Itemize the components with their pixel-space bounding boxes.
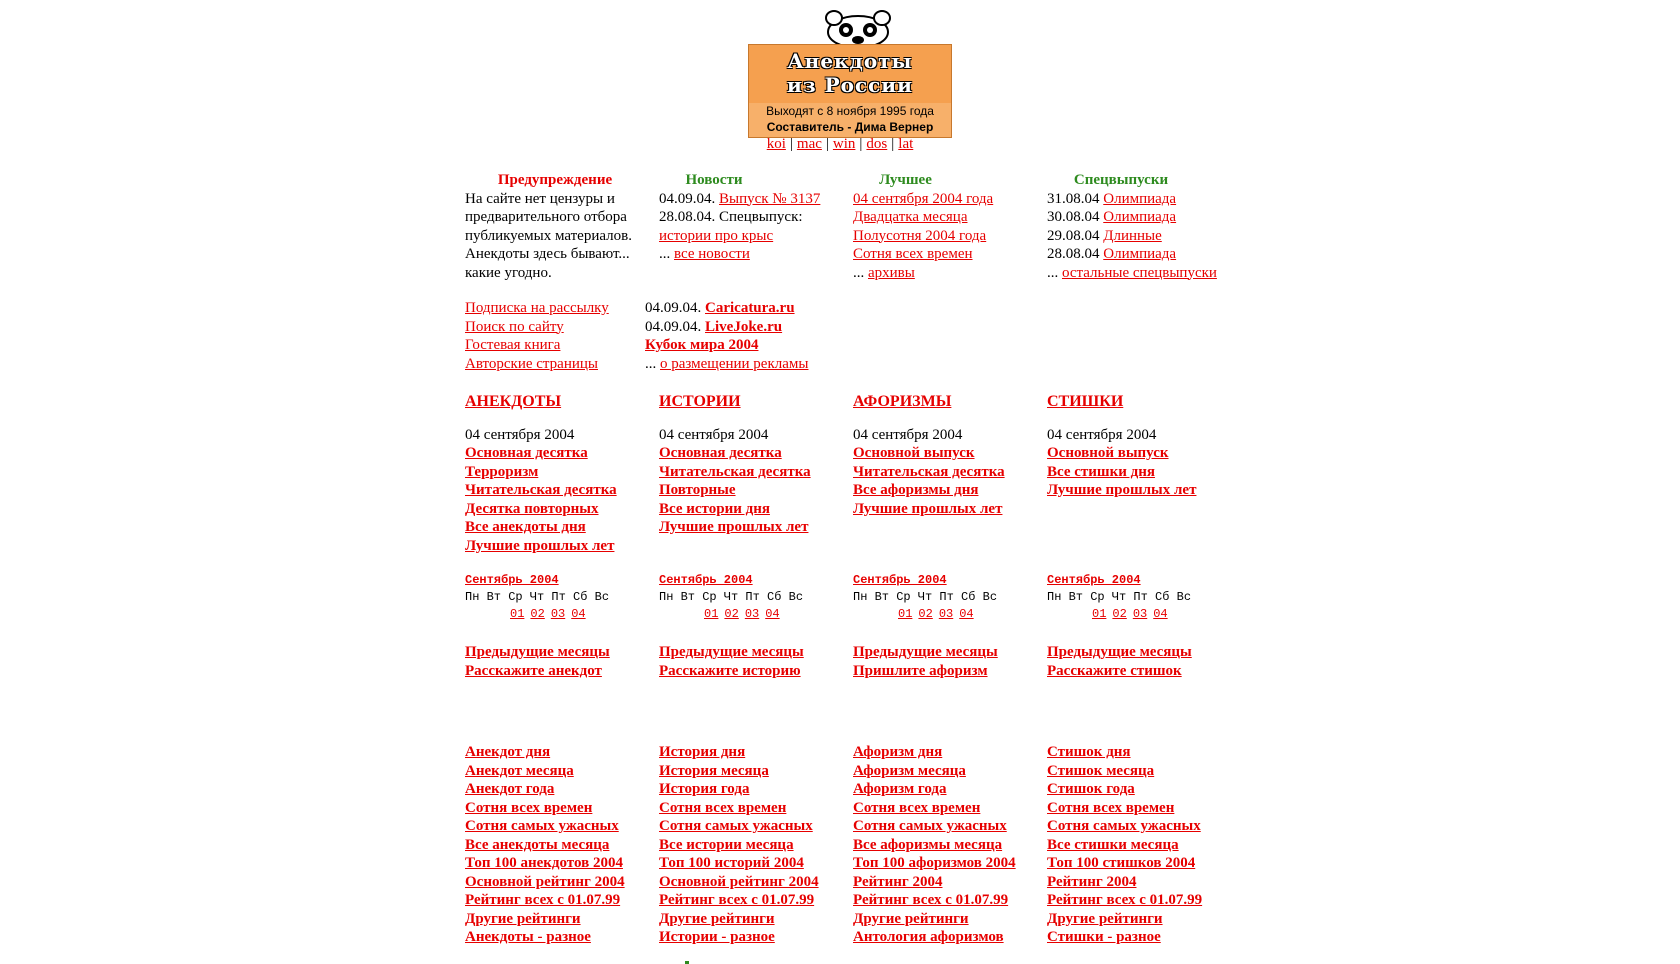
calendar-weekdays: Пн Вт Ср Чт Пт Сб Вс (659, 590, 804, 604)
rating-link[interactable]: Все истории месяца (659, 836, 794, 853)
rating-row (659, 762, 849, 781)
special-link[interactable]: Длинные (1103, 227, 1162, 244)
calendar-days (1047, 606, 1237, 623)
special-item (1047, 190, 1247, 209)
encoding-dos-link[interactable]: dos (866, 136, 888, 152)
ratings-list (853, 743, 1043, 947)
rating-row (853, 780, 1043, 799)
special-item (1047, 245, 1247, 264)
warning-line: предварительного отбора (465, 209, 627, 225)
news-date: 04.09.04. (659, 190, 716, 207)
section-link-row (1047, 444, 1237, 463)
rating-row (1047, 873, 1237, 892)
section-date: 04 сентября 2004 (465, 426, 575, 443)
rating-link[interactable]: Сотня самых ужасных (853, 818, 1007, 834)
section-title-link[interactable]: АНЕКДОТЫ (465, 393, 562, 410)
calendar-days (659, 606, 849, 623)
author-pages-link[interactable]: Авторские страницы (465, 355, 598, 372)
section-title (853, 393, 1043, 412)
rating-row (1047, 910, 1237, 929)
section-title-link[interactable]: ИСТОРИИ (659, 393, 741, 410)
section-link[interactable]: Лучшие прошлых лет (659, 519, 809, 535)
best-link[interactable]: 04 сентября 2004 года (853, 190, 994, 207)
rating-row (853, 799, 1043, 818)
calendar-month-link[interactable]: Сентябрь 2004 (465, 573, 559, 587)
rating-row (465, 928, 655, 947)
special-date: 29.08.04 (1047, 227, 1100, 244)
special-column (1047, 171, 1247, 282)
rating-link[interactable]: Стишок месяца (1047, 762, 1155, 779)
section-title-link[interactable]: АФОРИЗМЫ (853, 393, 952, 410)
site-logo[interactable] (748, 6, 952, 136)
warning-line: какие угодно. (465, 264, 552, 281)
section-date: 04 сентября 2004 (1047, 426, 1157, 443)
ellipsis: ... (853, 264, 865, 281)
action-row (1047, 662, 1237, 681)
rating-link[interactable]: Все стишки месяца (1047, 836, 1179, 853)
section-title-link[interactable]: СТИШКИ (1047, 393, 1124, 410)
section-link[interactable]: Терроризм (465, 463, 539, 480)
section-link-row (659, 518, 849, 537)
news-item: 28.08.04. Спецвыпуск: (659, 209, 803, 225)
rating-row (465, 780, 655, 799)
section-action-link[interactable]: Предыдущие месяцы (1047, 644, 1192, 660)
special-heading: Спецвыпуски (1073, 172, 1169, 188)
warning-line: публикуемых материалов. (465, 227, 632, 244)
calendar-day-link[interactable]: 01 (898, 607, 913, 621)
world-cup-link[interactable]: Кубок мира 2004 (645, 337, 759, 353)
rating-row (1047, 836, 1237, 855)
section-action-link[interactable]: Предыдущие месяцы (853, 644, 998, 660)
section-link[interactable]: Все истории дня (659, 500, 770, 517)
special-date: 30.08.04 (1047, 209, 1100, 225)
month-calendar (659, 572, 849, 623)
calendar-month-row (853, 572, 1043, 589)
ellipsis: ... (645, 355, 657, 372)
rating-link[interactable]: Рейтинг всех с 01.07.99 (659, 892, 815, 908)
rating-row (853, 762, 1043, 781)
calendar-day-link[interactable]: 03 (744, 607, 760, 621)
rating-link[interactable]: Сотня самых ужасных (1047, 818, 1201, 834)
calendar-day-link[interactable]: 04 (959, 607, 974, 621)
rating-row (659, 928, 849, 947)
advertising-info-link[interactable]: о размещении рекламы (660, 355, 809, 372)
rating-row (853, 854, 1043, 873)
section-link-row (465, 444, 655, 463)
section-link[interactable]: Все афоризмы дня (853, 482, 979, 498)
rating-link[interactable]: Стишок года (1047, 781, 1135, 797)
section-link-row (853, 500, 1043, 519)
calendar-day-link[interactable]: 01 (510, 607, 525, 621)
rating-link[interactable]: Афоризм дня (853, 744, 943, 760)
action-row (465, 662, 655, 681)
rating-row (853, 743, 1043, 762)
separator: | (859, 136, 863, 152)
section-column (465, 393, 655, 555)
rating-row (465, 910, 655, 929)
rating-link[interactable]: Истории - разное (659, 929, 775, 945)
rating-row (465, 743, 655, 762)
best-more (853, 264, 1033, 283)
special-item (1047, 208, 1247, 227)
month-calendar (465, 572, 655, 623)
section-link[interactable]: Читательская десятка (659, 463, 811, 480)
section-actions (465, 643, 655, 680)
rating-link[interactable]: Основной рейтинг 2004 (659, 873, 819, 890)
rating-row (1047, 743, 1237, 762)
ellipsis: ... (1047, 264, 1059, 281)
section-link[interactable]: Лучшие прошлых лет (1047, 482, 1197, 498)
section-link-row (465, 481, 655, 500)
rating-link[interactable]: Рейтинг всех с 01.07.99 (465, 892, 621, 908)
ad-more (645, 355, 845, 374)
calendar-day-link[interactable]: 04 (1153, 607, 1168, 621)
calendar-day-link[interactable]: 01 (704, 607, 719, 621)
special-link[interactable]: Олимпиада (1103, 246, 1177, 262)
section-link-row (465, 463, 655, 482)
news-item (659, 190, 839, 209)
livejoke-link[interactable]: LiveJoke.ru (705, 318, 783, 335)
section-date: 04 сентября 2004 (853, 426, 963, 443)
section-action-link[interactable]: Пришлите афоризм (853, 662, 988, 679)
best-column (853, 171, 1033, 282)
separator: | (891, 136, 895, 152)
encoding-lat-link[interactable]: lat (898, 136, 914, 152)
section-link-row (853, 481, 1043, 500)
rating-row (853, 928, 1043, 947)
archives-link[interactable]: архивы (868, 264, 915, 281)
best-link[interactable]: Двадцатка месяца (853, 209, 968, 225)
section-link-row (1047, 463, 1237, 482)
ratings-list (1047, 743, 1237, 947)
rating-row (465, 762, 655, 781)
rating-row (853, 891, 1043, 910)
calendar-day-link[interactable]: 01 (1092, 607, 1107, 621)
encoding-koi-link[interactable]: koi (766, 136, 786, 152)
rating-link[interactable]: Другие рейтинги (853, 910, 969, 927)
caricatura-link[interactable]: Caricatura.ru (705, 300, 795, 316)
rating-link[interactable]: Топ 100 историй 2004 (659, 855, 804, 871)
action-row (659, 662, 849, 681)
section-action-link[interactable]: Расскажите анекдот (465, 662, 602, 679)
rating-row (1047, 780, 1237, 799)
calendar-month-row (465, 572, 655, 589)
section-action-link[interactable]: Предыдущие месяцы (659, 644, 804, 660)
logo-title-line1: Анекдоты (787, 49, 913, 73)
all-news-link[interactable]: все новости (674, 246, 750, 262)
calendar-days (465, 606, 655, 623)
rating-row (659, 891, 849, 910)
section-link[interactable]: Основная десятка (465, 445, 588, 461)
ellipsis: ... (659, 246, 671, 262)
section-action-link[interactable]: Предыдущие месяцы (465, 644, 610, 660)
rating-link[interactable]: Стишок дня (1047, 744, 1131, 760)
best-heading: Лучшее (879, 172, 932, 188)
section-link-row (659, 463, 849, 482)
calendar-day-link[interactable]: 03 (938, 607, 954, 621)
rating-row (659, 910, 849, 929)
section-link-row (465, 537, 655, 556)
rating-link[interactable]: История года (659, 781, 750, 797)
calendar-month-link[interactable]: Сентябрь 2004 (1047, 573, 1141, 587)
calendar-day-link[interactable]: 03 (1132, 607, 1148, 621)
warning-column (465, 171, 645, 282)
logo-title-line2: из России (787, 73, 913, 97)
section-actions (853, 643, 1043, 680)
rating-link[interactable]: Сотня самых ужасных (465, 818, 619, 834)
section-link-row (465, 518, 655, 537)
subscribe-link[interactable]: Подписка на рассылку (465, 300, 609, 316)
best-link[interactable]: Сотня всех времен (853, 246, 973, 262)
special-link[interactable]: Олимпиада (1103, 209, 1177, 225)
rating-row (465, 854, 655, 873)
news-column (659, 171, 839, 264)
rating-row (1047, 762, 1237, 781)
section-link-row (853, 444, 1043, 463)
rating-link[interactable]: Рейтинг всех с 01.07.99 (853, 892, 1009, 908)
section-action-link[interactable]: Расскажите стишок (1047, 662, 1182, 679)
other-specials-link[interactable]: остальные спецвыпуски (1062, 264, 1217, 281)
rating-link[interactable]: Топ 100 анекдотов 2004 (465, 855, 623, 871)
bear-mascot-icon (816, 6, 900, 48)
calendar-month-row (659, 572, 849, 589)
site-search-link[interactable]: Поиск по сайту (465, 318, 564, 335)
calendar-month-link[interactable]: Сентябрь 2004 (853, 573, 947, 587)
rating-link[interactable]: Другие рейтинги (465, 910, 581, 927)
section-link[interactable]: Читательская десятка (853, 463, 1005, 480)
rating-row (1047, 817, 1237, 836)
ad-date: 04.09.04. (645, 300, 702, 316)
rating-row (659, 780, 849, 799)
rating-link[interactable]: История месяца (659, 762, 769, 779)
rating-link[interactable]: Топ 100 афоризмов 2004 (853, 855, 1016, 871)
news-issue-link[interactable]: Выпуск № 3137 (719, 190, 821, 207)
calendar-day-link[interactable]: 02 (724, 607, 739, 621)
section-link[interactable]: Лучшие прошлых лет (465, 537, 615, 554)
encoding-mac-link[interactable]: mac (796, 136, 822, 152)
section-link[interactable]: Все стишки дня (1047, 463, 1155, 480)
news-heading: Новости (685, 172, 743, 188)
rating-link[interactable]: Антология афоризмов (853, 929, 1004, 945)
rating-row (659, 836, 849, 855)
news-rats-link[interactable]: истории про крыс (659, 227, 774, 244)
calendar-month-link[interactable]: Сентябрь 2004 (659, 573, 753, 587)
rating-row (853, 817, 1043, 836)
rating-link[interactable]: История дня (659, 744, 746, 760)
section-date: 04 сентября 2004 (659, 426, 769, 443)
warning-line: На сайте нет цензуры и (465, 190, 615, 207)
rating-link[interactable]: Анекдот месяца (465, 762, 574, 779)
rating-row (659, 799, 849, 818)
special-date: 28.08.04 (1047, 246, 1100, 262)
special-link[interactable]: Олимпиада (1103, 190, 1177, 207)
rating-row (465, 836, 655, 855)
action-row (853, 662, 1043, 681)
rating-link[interactable]: Афоризм месяца (853, 762, 966, 779)
rating-row (853, 910, 1043, 929)
section-link-row (659, 481, 849, 500)
section-link-row (853, 463, 1043, 482)
rating-link[interactable]: Сотня всех времен (659, 799, 787, 816)
rating-link[interactable]: Основной рейтинг 2004 (465, 873, 625, 890)
ad-item (645, 299, 845, 318)
rating-link[interactable]: Афоризм года (853, 781, 947, 797)
rating-row (659, 817, 849, 836)
rating-row (659, 873, 849, 892)
news-item (659, 227, 839, 246)
calendar-day-link[interactable]: 02 (530, 607, 545, 621)
calendar-day-link[interactable]: 04 (571, 607, 586, 621)
action-row (465, 643, 655, 662)
news-more (659, 245, 839, 264)
rating-row (1047, 854, 1237, 873)
encoding-switcher (0, 136, 1680, 153)
rating-link[interactable]: Другие рейтинги (1047, 910, 1163, 927)
special-more (1047, 264, 1247, 283)
rating-row (465, 891, 655, 910)
rating-row (853, 873, 1043, 892)
rating-link[interactable]: Все анекдоты месяца (465, 836, 610, 853)
rating-link[interactable]: Анекдот года (465, 781, 555, 797)
rating-link[interactable]: Анекдот дня (465, 744, 551, 760)
calendar-day-link[interactable]: 04 (765, 607, 780, 621)
rating-link[interactable]: Рейтинг 2004 (1047, 873, 1137, 890)
month-calendar (853, 572, 1043, 623)
action-row (853, 643, 1043, 662)
section-column (1047, 393, 1237, 500)
rating-link[interactable]: Сотня всех времен (853, 799, 981, 816)
calendar-weekdays: Пн Вт Ср Чт Пт Сб Вс (1047, 590, 1192, 604)
logo-compiler: Составитель - Дима Вернер (766, 120, 934, 134)
section-link[interactable]: Основной выпуск (853, 445, 975, 461)
separator: | (789, 136, 793, 152)
section-link-row (1047, 481, 1237, 500)
special-date: 31.08.04 (1047, 190, 1100, 207)
logo-band (749, 103, 951, 137)
warning-heading: Предупреждение (497, 172, 613, 188)
rating-row (853, 836, 1043, 855)
month-calendar (1047, 572, 1237, 623)
action-row (1047, 643, 1237, 662)
section-title (465, 393, 655, 412)
section-column (659, 393, 849, 537)
rating-row (465, 799, 655, 818)
calendar-weekdays: Пн Вт Ср Чт Пт Сб Вс (853, 590, 998, 604)
encoding-win-link[interactable]: win (832, 136, 856, 152)
section-title (659, 393, 849, 412)
section-link[interactable]: Читательская десятка (465, 482, 617, 498)
rating-row (659, 854, 849, 873)
best-link[interactable]: Полусотня 2004 года (853, 227, 987, 244)
calendar-days (853, 606, 1043, 623)
section-link[interactable]: Все анекдоты дня (465, 519, 586, 535)
rating-link[interactable]: Сотня всех времен (465, 799, 593, 816)
calendar-day-link[interactable]: 02 (918, 607, 933, 621)
rating-link[interactable]: Все афоризмы месяца (853, 836, 1003, 853)
ad-item (645, 336, 845, 355)
calendar-day-link[interactable]: 03 (550, 607, 566, 621)
ratings-list (465, 743, 655, 947)
rating-link[interactable]: Другие рейтинги (659, 910, 775, 927)
section-link[interactable]: Основная десятка (659, 445, 782, 461)
calendar-weekdays: Пн Вт Ср Чт Пт Сб Вс (465, 590, 610, 604)
rating-row (465, 873, 655, 892)
ad-date: 04.09.04. (645, 318, 702, 335)
rating-link[interactable]: Сотня самых ужасных (659, 818, 813, 834)
logo-plate (748, 44, 952, 138)
calendar-month-row (1047, 572, 1237, 589)
services-column (465, 299, 645, 373)
section-actions (1047, 643, 1237, 680)
rating-link[interactable]: Рейтинг 2004 (853, 873, 943, 890)
guestbook-link[interactable]: Гостевая книга (465, 337, 561, 353)
action-row (659, 643, 849, 662)
section-link[interactable]: Лучшие прошлых лет (853, 500, 1003, 517)
special-item (1047, 227, 1247, 246)
calendar-day-link[interactable]: 02 (1112, 607, 1127, 621)
section-link[interactable]: Десятка повторных (465, 500, 599, 517)
section-action-link[interactable]: Расскажите историю (659, 662, 801, 679)
rating-link[interactable]: Рейтинг всех с 01.07.99 (1047, 892, 1203, 908)
rating-link[interactable]: Стишки - разное (1047, 929, 1161, 945)
section-column (853, 393, 1043, 518)
section-title (1047, 393, 1237, 412)
ad-item (645, 318, 845, 337)
rating-row (1047, 891, 1237, 910)
section-link-row (659, 444, 849, 463)
rating-link[interactable]: Сотня всех времен (1047, 799, 1175, 816)
rating-row (1047, 799, 1237, 818)
section-link-row (465, 500, 655, 519)
warning-line: Анекдоты здесь бывают... (465, 246, 630, 262)
section-link[interactable]: Основной выпуск (1047, 445, 1169, 461)
rating-row (465, 817, 655, 836)
logo-subtitle: Выходят с 8 ноября 1995 года (766, 104, 934, 118)
separator: | (825, 136, 829, 152)
ads-column (645, 299, 845, 373)
section-link[interactable]: Повторные (659, 482, 736, 498)
rating-link[interactable]: Топ 100 стишков 2004 (1047, 855, 1196, 871)
rating-row (659, 743, 849, 762)
ratings-list (659, 743, 849, 947)
rating-row (1047, 928, 1237, 947)
section-actions (659, 643, 849, 680)
rating-link[interactable]: Анекдоты - разное (465, 929, 591, 945)
section-link-row (659, 500, 849, 519)
